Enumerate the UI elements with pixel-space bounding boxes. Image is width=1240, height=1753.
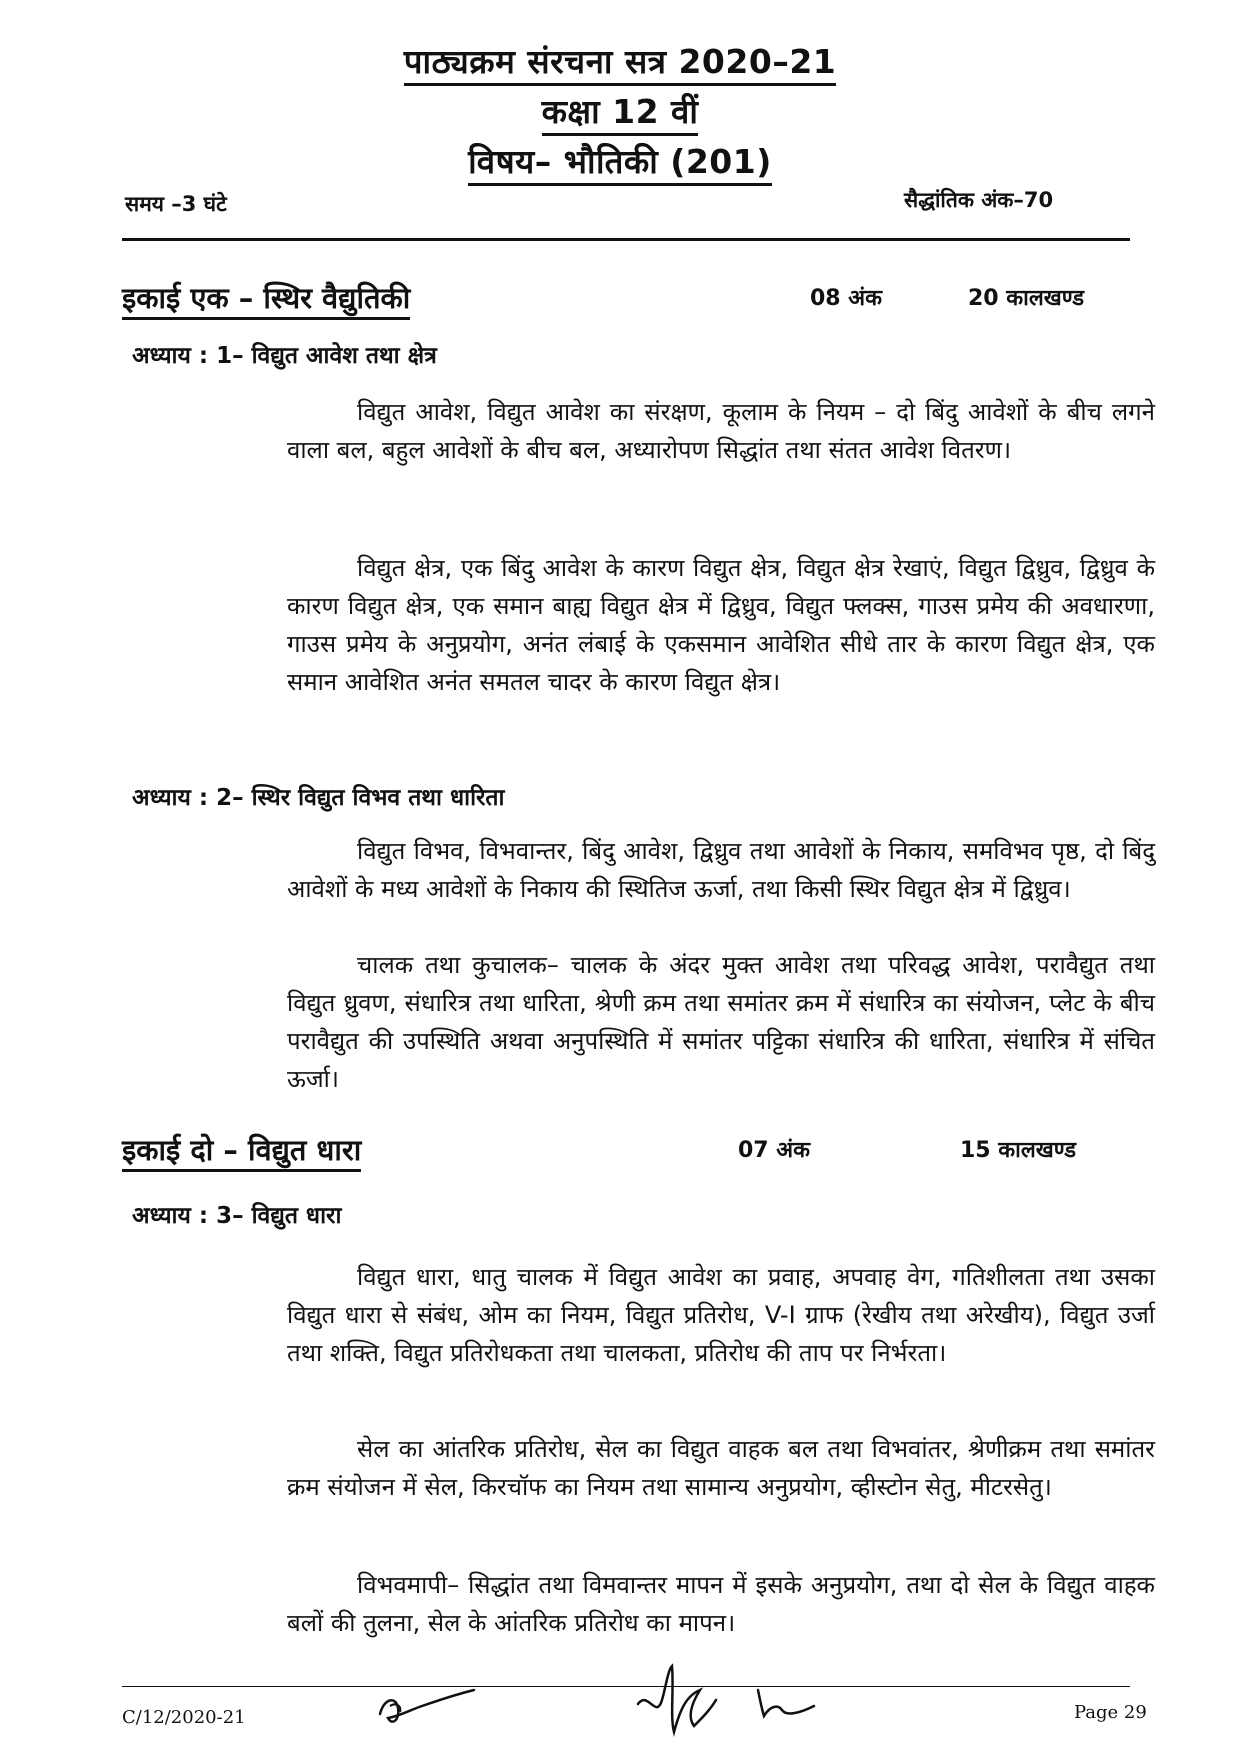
theory-marks-label: सैद्धांतिक अंक–70 — [904, 188, 1054, 212]
title-subject: विषय– भौतिकी (201) — [0, 138, 1240, 183]
unit2-periods: 15 कालखण्ड — [960, 1138, 1077, 1163]
unit2-marks: 07 अंक — [738, 1138, 810, 1163]
chapter2-paragraph-2: चालक तथा कुचालक– चालक के अंदर मुक्त आवेश तथा परिवद्ध आवेश, परावैद्युत तथा विद्युत ध्रुवण, संधारित्र तथा धारिता, श्रेणी क्रम तथा समांतर क्रम में संधारित्र का संयोजन, प्लेट के बीच परावैद्युत की उपस्थिति अथवा अनुपस्थिति में समांतर पट्टिका संधारित्र की धारिता, संधारित्र में संचित ऊर्जा। — [287, 951, 1155, 1093]
footer-page-number: Page 29 — [1074, 1702, 1147, 1723]
chapter3-heading: अध्याय : 3– विद्युत धारा — [132, 1203, 342, 1229]
unit1-periods: 20 कालखण्ड — [968, 286, 1085, 311]
chapter3-paragraph-1: विद्युत धारा, धातु चालक में विद्युत आवेश का प्रवाह, अपवाह वेग, गतिशीलता तथा उसका विद्युत धारा से संबंध, ओम का नियम, विद्युत प्रतिरोध, V-I ग्राफ (रेखीय तथा अरेखीय), विद्युत उर्जा तथा शक्ति, विद्युत प्रतिरोधकता तथा चालकता, प्रतिरोध की ताप पर निर्भरता। — [287, 1263, 1155, 1367]
unit2-title: इकाई दो – विद्युत धारा — [122, 1130, 361, 1169]
chapter1-paragraph-2: विद्युत क्षेत्र, एक बिंदु आवेश के कारण विद्युत क्षेत्र, विद्युत क्षेत्र रेखाएं, विद्युत द्विध्रुव, द्विध्रुव के कारण विद्युत क्षेत्र, एक समान बाह्य विद्युत क्षेत्र में द्विध्रुव, विद्युत फ्लक्स, गाउस प्रमेय की अवधारणा, गाउस प्रमेय के अनुप्रयोग, अनंत लंबाई के एकसमान आवेशित सीधे तार के कारण विद्युत क्षेत्र, एक समान आवेशित अनंत समतल चादर के कारण विद्युत क्षेत्र। — [287, 554, 1155, 696]
chapter1-heading: अध्याय : 1– विद्युत आवेश तथा क्षेत्र — [132, 343, 437, 369]
chapter2-paragraph-1: विद्युत विभव, विभवान्तर, बिंदु आवेश, द्विध्रुव तथा आवेशों के निकाय, समविभव पृष्ठ, दो बिंदु आवेशों के मध्य आवेशों के निकाय की स्थितिज ऊर्जा, तथा किसी स्थिर विद्युत क्षेत्र में द्विध्रुव। — [287, 837, 1155, 903]
time-label: समय –3 घंटे — [125, 192, 227, 216]
chapter3-paragraph-2: सेल का आंतरिक प्रतिरोध, सेल का विद्युत वाहक बल तथा विभवांतर, श्रेणीक्रम तथा समांतर क्रम संयोजन में सेल, किरचॉफ का नियम तथा सामान्य अनुप्रयोग, व्हीस्टोन सेतु, मीटरसेतु। — [287, 1435, 1155, 1501]
chapter1-paragraph-1: विद्युत आवेश, विद्युत आवेश का संरक्षण, कूलाम के नियम – दो बिंदु आवेशों के बीच लगने वाला बल, बहुल आवेशों के बीच बल, अध्यारोपण सिद्धांत तथा संतत आवेश वितरण। — [287, 398, 1155, 464]
signature-1 — [370, 1676, 480, 1736]
chapter2-heading: अध्याय : 2– स्थिर विद्युत विभव तथा धारिता — [132, 785, 505, 811]
footer-divider — [122, 1686, 1130, 1687]
unit1-title: इकाई एक – स्थिर वैद्युतिकी — [122, 278, 410, 317]
signature-3 — [752, 1684, 822, 1724]
title-class: कक्षा 12 वीं — [0, 88, 1240, 133]
footer-document-code: C/12/2020-21 — [122, 1707, 246, 1728]
unit1-marks: 08 अंक — [810, 286, 882, 311]
chapter3-paragraph-3: विभवमापी– सिद्धांत तथा विमवान्तर मापन में इसके अनुप्रयोग, तथा दो सेल के विद्युत वाहक बलों की तुलना, सेल के आंतरिक प्रतिरोध का मापन। — [287, 1571, 1155, 1637]
title-course-structure: पाठ्यक्रम संरचना सत्र 2020–21 — [0, 38, 1240, 83]
header-divider — [122, 238, 1130, 241]
signature-2 — [630, 1660, 720, 1740]
